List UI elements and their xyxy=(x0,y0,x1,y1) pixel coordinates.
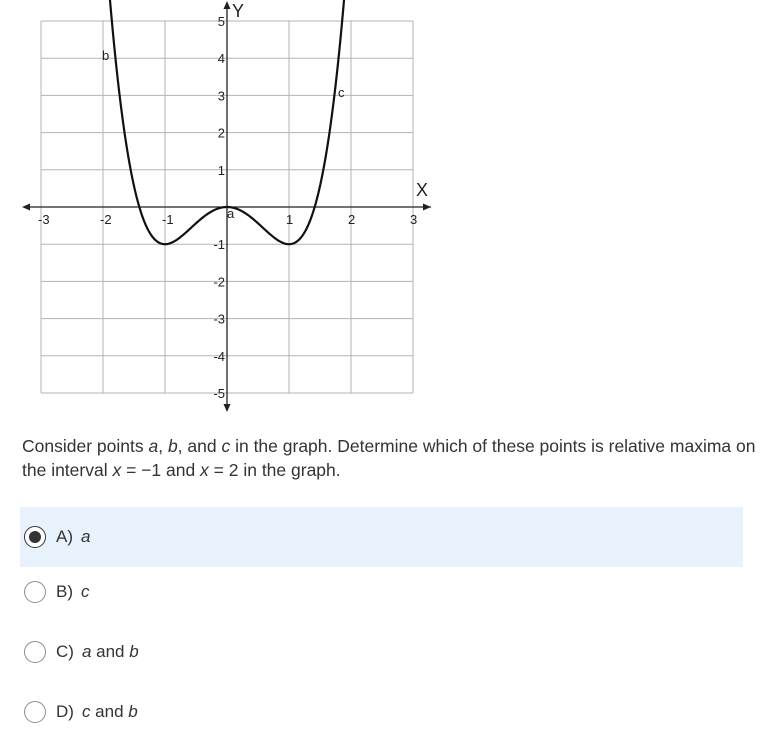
radio-button-d[interactable] xyxy=(24,701,46,723)
point-label-c: c xyxy=(338,85,345,100)
y-tick-label: 5 xyxy=(217,14,225,29)
choice-d-letter: D) xyxy=(56,702,74,721)
point-label-a: a xyxy=(227,206,235,221)
radio-selected-dot xyxy=(29,531,41,543)
x-tick-label: 1 xyxy=(286,212,294,227)
x-axis-arrow-right xyxy=(423,204,431,211)
y-axis-arrow-up xyxy=(224,1,231,9)
choice-c-answer: a and b xyxy=(81,642,139,661)
x-axis-label: X xyxy=(416,180,429,200)
choice-a-letter: A) xyxy=(56,527,73,546)
y-tick-label: -1 xyxy=(213,237,225,253)
choice-a-answer: a xyxy=(81,527,91,546)
choice-d[interactable] xyxy=(20,682,743,742)
choice-b-letter: B) xyxy=(56,582,73,601)
choice-c[interactable] xyxy=(20,622,743,682)
y-axis-arrow-down xyxy=(224,404,231,412)
x-tick-label: -1 xyxy=(162,212,174,227)
x-tick-label: -2 xyxy=(100,212,112,227)
choice-a[interactable] xyxy=(20,507,743,567)
y-tick-label: -5 xyxy=(213,386,225,401)
question-text: Consider points a, b, and c in the graph. Determine which of these points is relative maxima on the interval x = −1 and x = 2 in the graph. xyxy=(22,436,756,480)
y-tick-label: 4 xyxy=(217,51,225,67)
y-tick-label: 3 xyxy=(217,88,225,104)
y-axis-label: Y xyxy=(232,1,245,21)
choice-c-letter: C) xyxy=(56,642,74,661)
point-label-b: b xyxy=(102,48,110,63)
radio-button-a[interactable] xyxy=(24,526,46,548)
x-tick-label: 2 xyxy=(348,212,356,227)
y-tick-label: 1 xyxy=(217,162,225,178)
x-tick-label: -3 xyxy=(38,212,50,227)
choice-b[interactable] xyxy=(20,562,743,622)
y-tick-label: -3 xyxy=(213,311,225,327)
choice-b-answer: c xyxy=(81,582,90,601)
y-tick-label: -2 xyxy=(213,274,225,290)
radio-button-c[interactable] xyxy=(24,641,46,663)
x-tick-label: 3 xyxy=(410,212,418,227)
choice-d-answer: c and b xyxy=(81,702,138,721)
radio-button-b[interactable] xyxy=(24,581,46,603)
x-axis-arrow-left xyxy=(22,204,30,211)
function-graph xyxy=(0,0,440,416)
y-tick-label: 2 xyxy=(217,125,225,141)
y-tick-label: -4 xyxy=(213,348,225,364)
